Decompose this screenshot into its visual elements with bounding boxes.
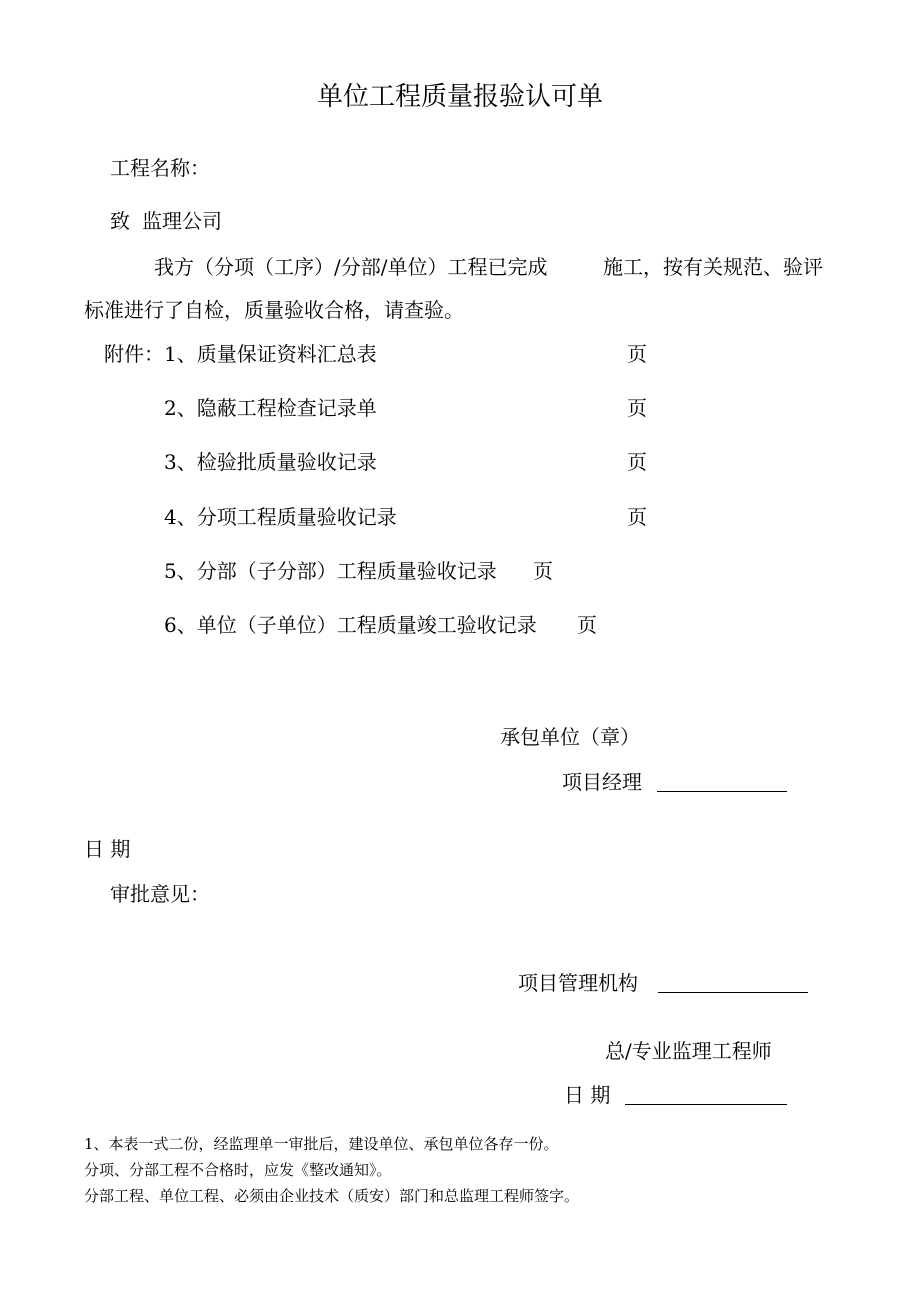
attachment-page-unit-4: 页 bbox=[627, 505, 647, 529]
note-line-1: 1、本表一式二份，经监理单一审批后，建设单位、承包单位各存一份。 bbox=[84, 1135, 559, 1153]
attachment-page-unit-6: 页 bbox=[577, 613, 597, 637]
project-name-label: 工程名称： bbox=[110, 156, 210, 180]
attachment-item-3: 3、检验批质量验收记录 bbox=[164, 450, 377, 474]
body-line1-b: 施工，按有关规范、验评 bbox=[603, 255, 823, 279]
date-signature-line bbox=[625, 1104, 787, 1105]
approval-opinion-label: 审批意见： bbox=[110, 882, 210, 906]
attachment-item-1: 1、质量保证资料汇总表 bbox=[164, 342, 377, 366]
body-line2: 标准进行了自检，质量验收合格，请查验。 bbox=[84, 298, 464, 322]
to-company: 监理公司 bbox=[142, 209, 222, 233]
attachment-item-4: 4、分项工程质量验收记录 bbox=[164, 505, 397, 529]
project-org-label: 项目管理机构 bbox=[518, 971, 638, 995]
body-line1-a: 我方（分项（工序）/分部/单位）工程已完成 bbox=[154, 255, 548, 279]
attachment-page-unit-1: 页 bbox=[627, 342, 647, 366]
to-label: 致 bbox=[110, 209, 130, 233]
project-manager-signature-line bbox=[657, 791, 787, 792]
project-manager-label: 项目经理 bbox=[562, 770, 642, 794]
attachment-item-2: 2、隐蔽工程检查记录单 bbox=[164, 396, 377, 420]
attachment-item-5: 5、分部（子分部）工程质量验收记录 bbox=[164, 559, 497, 583]
attachment-page-unit-3: 页 bbox=[627, 450, 647, 474]
attachment-page-unit-2: 页 bbox=[627, 396, 647, 420]
date-label: 日 期 bbox=[84, 837, 131, 861]
project-org-signature-line bbox=[658, 992, 808, 993]
contractor-seal-label: 承包单位（章） bbox=[500, 725, 640, 749]
note-line-2: 分项、分部工程不合格时，应发《整改通知》。 bbox=[84, 1161, 392, 1179]
attachment-page-unit-5: 页 bbox=[533, 559, 553, 583]
date-label-2: 日 期 bbox=[564, 1083, 611, 1107]
page-title: 单位工程质量报验认可单 bbox=[316, 82, 603, 112]
attachments-label: 附件： bbox=[104, 342, 164, 366]
note-line-3: 分部工程、单位工程、必须由企业技术（质安）部门和总监理工程师签字。 bbox=[84, 1187, 580, 1205]
attachment-item-6: 6、单位（子单位）工程质量竣工验收记录 bbox=[164, 613, 537, 637]
supervisor-label: 总/专业监理工程师 bbox=[605, 1039, 772, 1063]
